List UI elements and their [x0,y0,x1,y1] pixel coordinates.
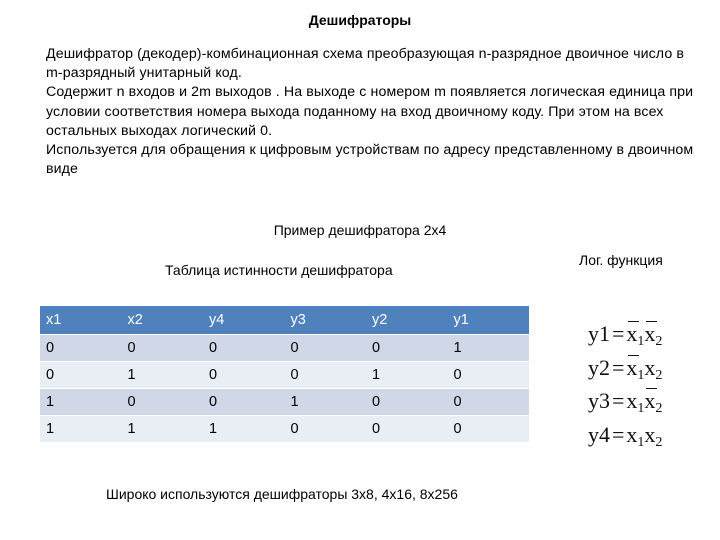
header-cell: y2 [366,306,448,334]
input-x2 [644,318,662,350]
table-cell: 0 [448,415,530,442]
table-cell: 1 [122,361,204,388]
logic-function-y3 [588,385,698,417]
header-cell: x2 [122,306,204,334]
description [46,45,696,179]
paragraph-io: Содержит n входов и 2m выходов . На выходе с номером m появляется логическая единица при условии соответствия номера выхода поданному на вход двоичному коду. При этом на всех остальных выходах логический 0. [46,84,694,139]
variable-letter: x [644,421,656,447]
table-cell: 0 [366,334,448,361]
variable-letter: x [626,321,638,346]
equals-sign: = [612,421,625,447]
variable-letter: x [626,388,638,413]
table-cell: 1 [122,415,204,442]
paragraph-usage: Используется для обращения к цифровым устройствам по адресу представленному в двоичном виде [46,142,694,178]
variable-subscript: 1 [637,334,645,349]
table-row [40,334,529,361]
input-x2 [644,385,662,417]
function-output: y1 [588,321,610,346]
paragraph-definition: Дешифратор (декодер)-комбинационная схема преобразующая n-разрядное двоичное число в m-разрядный унитарный код. [46,46,685,82]
table-cell: 1 [40,388,122,415]
table-cell: 1 [203,415,285,442]
header-cell: y3 [285,306,367,334]
table-title: Таблица истинности дешифратора [165,262,393,278]
table-cell: 0 [448,361,530,388]
variable-letter: x [626,354,638,380]
function-output: y2 [588,354,610,380]
footer-note: Широко используются дешифраторы 3x8, 4x16, 8x256 [106,486,458,502]
input-x1 [626,385,644,417]
variable-letter: x [644,321,656,346]
variable-subscript: 1 [637,434,645,450]
table-cell: 0 [203,361,285,388]
table-cell: 1 [366,361,448,388]
input-x1 [626,419,644,451]
function-output: y4 [588,421,610,447]
truth-table-header-row [40,306,529,334]
table-cell: 0 [122,334,204,361]
logic-function-y1 [588,318,698,350]
table-cell: 1 [448,334,530,361]
header-cell: y4 [203,306,285,334]
variable-subscript: 2 [655,334,663,349]
table-row [40,415,529,442]
table-cell: 0 [122,388,204,415]
page-title: Дешифраторы [308,12,412,28]
table-cell: 0 [203,388,285,415]
variable-letter: x [644,354,656,380]
equals-sign: = [612,321,625,346]
header-cell: y1 [448,306,530,334]
table-cell: 1 [40,415,122,442]
variable-subscript: 2 [655,434,663,450]
truth-table [40,306,529,443]
equals-sign: = [612,388,625,413]
header-cell: x1 [40,306,122,334]
table-row [40,361,529,388]
input-x1 [626,352,644,384]
table-cell: 0 [40,334,122,361]
table-cell: 1 [285,388,367,415]
variable-subscript: 1 [637,367,645,383]
variable-letter: x [626,421,638,447]
variable-letter: x [644,388,656,413]
logic-function-y4 [588,419,698,451]
variable-subscript: 2 [655,401,663,416]
table-cell: 0 [366,388,448,415]
function-title: Лог. функция [579,252,663,268]
table-cell: 0 [448,388,530,415]
table-cell: 0 [366,415,448,442]
example-title: Пример дешифратора 2x4 [273,222,447,238]
equals-sign: = [612,354,625,380]
function-output: y3 [588,388,610,413]
input-x2 [644,352,662,384]
logic-function-y2 [588,352,698,384]
table-row [40,388,529,415]
variable-subscript: 2 [655,367,663,383]
variable-subscript: 1 [637,401,645,416]
table-cell: 0 [285,334,367,361]
table-cell: 0 [285,415,367,442]
table-cell: 0 [40,361,122,388]
logic-functions [588,318,698,452]
input-x1 [626,318,644,350]
table-cell: 0 [203,334,285,361]
table-cell: 0 [285,361,367,388]
input-x2 [644,419,662,451]
